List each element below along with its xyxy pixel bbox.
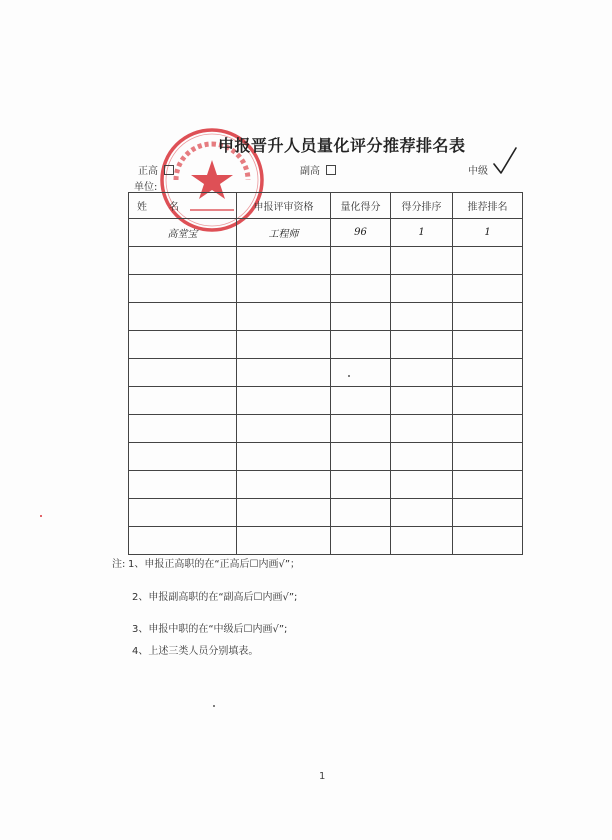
cell-score (331, 303, 391, 331)
cell-name (129, 359, 237, 387)
cell-score: 96 (331, 219, 391, 247)
checkmark-icon (492, 146, 518, 176)
table-row (129, 219, 523, 247)
table-row (129, 303, 523, 331)
cell-score (331, 387, 391, 415)
cell-score-rank: 1 (391, 219, 453, 247)
cell-name (129, 527, 237, 555)
cell-name (129, 499, 237, 527)
cell-recommend-rank (453, 527, 523, 555)
cell-score (331, 527, 391, 555)
header-score: 量化得分 (331, 193, 391, 219)
cell-name (129, 303, 237, 331)
cell-recommend-rank (453, 443, 523, 471)
cell-score-rank (391, 359, 453, 387)
cell-name (129, 471, 237, 499)
table-row (129, 359, 523, 387)
table-row (129, 415, 523, 443)
cell-qualification (237, 303, 331, 331)
cell-score-rank (391, 247, 453, 275)
table-row (129, 247, 523, 275)
cell-qualification (237, 415, 331, 443)
cell-qualification (237, 275, 331, 303)
note-item: 2、申报副高职的在“副高后☐内画√”; (132, 592, 298, 603)
cell-recommend-rank (453, 387, 523, 415)
cell-name (129, 247, 237, 275)
table-row (129, 527, 523, 555)
cell-recommend-rank: 1 (453, 219, 523, 247)
cell-score (331, 499, 391, 527)
cell-score-rank (391, 387, 453, 415)
page-number: 1 (319, 771, 326, 782)
cell-qualification (237, 443, 331, 471)
cell-name (129, 331, 237, 359)
cell-recommend-rank (453, 303, 523, 331)
header-recommend-rank: 推荐排名 (453, 193, 523, 219)
cell-qualification (237, 471, 331, 499)
cell-qualification (237, 247, 331, 275)
cell-score (331, 359, 391, 387)
note-item: 4、上述三类人员分别填表。 (132, 646, 259, 657)
cell-recommend-rank (453, 247, 523, 275)
header-name: 姓名 (129, 193, 237, 219)
note-item: 1、申报正高职的在“正高后☐内画√”； (128, 559, 301, 570)
table-header-row (129, 193, 523, 219)
note-item: 3、申报中职的在“中级后☐内画√”; (132, 624, 288, 635)
cell-score (331, 331, 391, 359)
table-row (129, 387, 523, 415)
cell-recommend-rank (453, 499, 523, 527)
level-deputy-senior-label: 副高 (300, 166, 320, 177)
cell-recommend-rank (453, 275, 523, 303)
cell-qualification (237, 331, 331, 359)
level-senior-checkbox[interactable] (164, 165, 174, 175)
header-score-rank: 得分排序 (391, 193, 453, 219)
level-senior (138, 162, 174, 177)
cell-score-rank (391, 499, 453, 527)
table-row (129, 275, 523, 303)
level-senior-label: 正高 (138, 166, 158, 177)
cell-qualification (237, 527, 331, 555)
cell-name: 高堂宝 (129, 219, 237, 247)
cell-score-rank (391, 275, 453, 303)
cell-recommend-rank (453, 359, 523, 387)
table-row (129, 443, 523, 471)
cell-score-rank (391, 331, 453, 359)
header-qualification: 申报评审资格 (237, 193, 331, 219)
cell-name (129, 275, 237, 303)
cell-score (331, 415, 391, 443)
ranking-table-body (129, 193, 523, 555)
speck-mark (213, 705, 215, 707)
cell-qualification (237, 499, 331, 527)
cell-score (331, 247, 391, 275)
cell-qualification: 工程师 (237, 219, 331, 247)
level-intermediate (468, 162, 488, 177)
cell-score (331, 443, 391, 471)
table-row (129, 499, 523, 527)
unit-label: 单位: (134, 182, 158, 193)
cell-recommend-rank (453, 471, 523, 499)
cell-qualification (237, 387, 331, 415)
cell-score-rank (391, 527, 453, 555)
level-deputy-senior (300, 162, 336, 177)
cell-score-rank (391, 415, 453, 443)
cell-score-rank (391, 443, 453, 471)
table-row (129, 331, 523, 359)
cell-recommend-rank (453, 331, 523, 359)
speck-mark (40, 515, 42, 517)
notes-prefix: 注: (112, 559, 126, 570)
level-deputy-senior-checkbox[interactable] (326, 165, 336, 175)
cell-score (331, 471, 391, 499)
cell-name (129, 415, 237, 443)
cell-name (129, 443, 237, 471)
cell-score-rank (391, 303, 453, 331)
ranking-table (128, 192, 523, 555)
form-title: 申报晋升人员量化评分推荐排名表 (218, 136, 466, 155)
table-row (129, 471, 523, 499)
cell-name (129, 387, 237, 415)
cell-qualification (237, 359, 331, 387)
level-intermediate-label: 中级 (468, 166, 488, 177)
speck-mark (348, 375, 350, 377)
cell-recommend-rank (453, 415, 523, 443)
cell-score (331, 275, 391, 303)
cell-score-rank (391, 471, 453, 499)
